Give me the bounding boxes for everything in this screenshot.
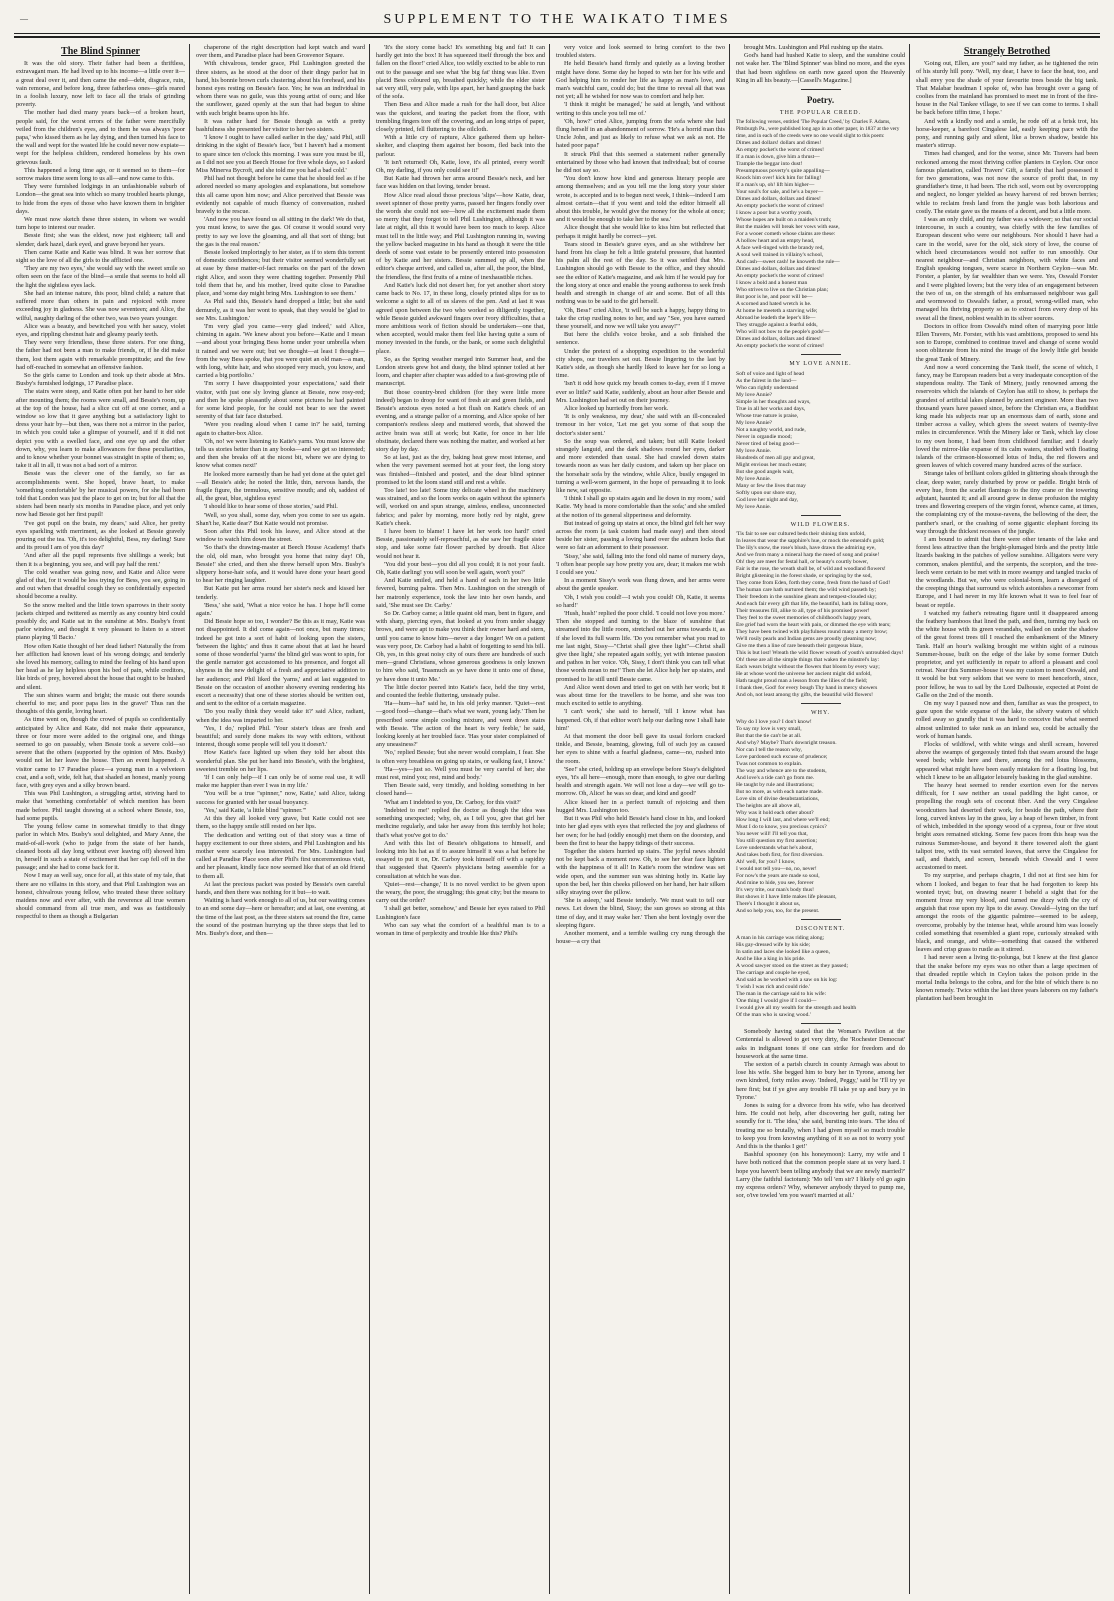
column-2 (196, 44, 365, 1594)
poem-title-my-love-annie: MY LOVE ANNIE. (789, 361, 852, 368)
paragraph: At last the precious packet was posted by Bessie's own careful hands, and then there was nothing for it but—to wait. (196, 880, 365, 896)
paragraph: Bashful spooney (on his honeymoon): Larry, my wife and I have both noticed that the common people stare at us very hard. I hope you haven't been telling anybody that we are newly married?' Larry (the faithful factotum): 'Mo tell 'em sir? I likely o'd go agin my express orders? Why, whenever anybody thryed to pump me, sor, o'ive towled 'em you wasn't married at all.' (736, 1151, 905, 1200)
column-6 (916, 44, 1098, 1594)
paragraph: Another moment, and a terrible wailing cry rung through the house—a cry that (556, 929, 725, 946)
poem-title-popular-creed: THE POPULAR CREED. (779, 110, 862, 117)
paragraph: 'It is only weakness, my dear,' she said with an ill-concealed tremour in her voice, 'Let me get you some of that soup the doctor's sister sent.' (556, 413, 725, 437)
paragraph: But it was Phil who held Bessie's hand close in his, and looked into her glad eyes with eyes that reflected the joy and gladness of her own; for he had (oddly enough) met them on the doorstep, and been the first to hear the happy tidings of their success. (556, 815, 725, 847)
paragraph: The stairs were steep, and Katie often put her hand to her side after mounting them; the rooms were small, and Bessie's room, up at the top of the house, had a slice cut off at one corner, and a window so low that it gave anything but a satisfactory light to dress your hair by—but then, was there not a mirror in the parlor, in which you could take a glimpse of yourself, and if it did not depict you with a swelled face, and one eye up and the other down, why, you learn to make allowances for these peculiarities, and to know whether your bonnet was straight in spite of them; so, take it all in all, it was not a bad sort of a mirror. (16, 388, 185, 470)
poem-line: They come from Eden, forth they come, fresh from the hand of God! (736, 579, 891, 586)
paragraph: 'I shall get better, somehow,' and Bessie her eyes raised to Phil Lushington's face (376, 905, 545, 921)
paragraph: 'And after all the pupil represents five shillings a week; but then it is a beginning, you see, and will pay half the rent.' (16, 552, 185, 568)
paragraph: So at last, just as the dry, baking heat grew most intense, and when the very pavement seemed hot at your feet, the long story was finished—finished and posted, and the dear blind spinner promised to let the loom stand still and rest a while. (376, 454, 545, 486)
poem-line: Softly upon our shore stay, (736, 489, 797, 496)
paragraph: Strange tales of brilliant colors gilded in glittering shoals through the clear, deep water, rarely disturbed by prow or paddle. Bright birds of every hue, from the scarlet flamingo to the tiny crane or the towering adjutant, haunted it; and all around grew in dense profusion the mighty trees and flowering creepers of the virgin forest, whence came, at times, the complaining cry of the mouse-ravens, the bellowing of the deer, the panther's snarl, or the crashing of some gigantic elephant forcing its way through the thickest recesses of the jungle. (916, 470, 1098, 535)
paragraph: 'It isn't returned! Oh, Katie, love, it's all printed, every word! Oh, my darling, if you only could see it!' (376, 158, 545, 175)
poem-line: 'One thing I would give if I could— (736, 998, 817, 1005)
poem-line: My love Annie? (736, 391, 773, 398)
paragraph: How Alice read aloud those precious 'slips'—how Katie, dear, sweet spinner of those pretty yarns, passed her fingers fondly over the words she could not see—how all the excitement made them so merry that they forgot to tell Phil Lushington, although it was late at night, all this it would have been too much to keep. Alice must tell in the little way; and Phil Lushington running in, waving the yellow backed magazine in his hand as though it were the title deeds of some vast estate to be presently entered into possession of by Katie and her sisters. Bessie summed up all, when the editor's cheque arrived, and called us, after all, the poor, the blind, the friendless, the first fruits of a mine of inexhaustible riches. (376, 191, 545, 281)
paragraph: To my surprise, and perhaps chagrin, I did not at first see him for whom I looked, and began to fear that he had forgotten to keep his wonted tryst; but, on drawing nearer I beheld a sight that for the moment froze my very blood, and turned me dizzy with the cry of anguish that rose upon my lips to die away. Oswald—lying on the turf amongst the roots of the gigantic palmtree—seemed to be asleep, overcome, probably by the intense heat, while around him was loosely coiled something that resembled a giant rope, curiously streaked with black, and orange, and white—something that caused the withered leaves and crisp grass to rustle as it stirred. (916, 872, 1098, 954)
poem-line: In satin and laces she looked like a queen, (736, 949, 830, 956)
paragraph: 'Isn't it odd how quick my breath comes to-day, even if I move ever so little?' said Katie, suddenly, about an hour after Bessie and Mrs. Lushington had set out on their journey. (556, 380, 725, 404)
paragraph: Doctors in office from Oswald's mind often of marrying poor little Ellen Travers, Mr. Forster, with his vast ambitions, proposed to send his son to Europe, combined to continue travel and change of scene would soon obliterate from his mind the image of the lowly little girl beside the great Tank of Minery. (916, 322, 1098, 363)
poem-line: You never will! I'll tell you that, (736, 831, 808, 838)
poem-line: Why was it hold each other about? (736, 810, 814, 817)
poem-line: Love pardoned such excuse of prudence; (736, 754, 828, 761)
poem-line: This is but lost! Wreath the wild flower wreath of youth's untroubled days! (736, 649, 904, 656)
poem-line: The carriage and couple he eyed, (736, 970, 810, 977)
paragraph: He held Bessie's hand firmly and quietly as a loving brother might have done. Some day he hoped to win her for his wife and God helping him to render her life as happy as man's love, and man's watchful care, could do; but the time to reveal all that was not yet; all he wished for now was to comfort and help her. (556, 60, 725, 101)
poem-line: Never in organdie mood; (736, 433, 792, 440)
paragraph: 'Were you reading aloud when I came in?' he said, turning again to chatter-box Alice. (196, 421, 365, 437)
section-rule (801, 89, 841, 90)
article-body (196, 44, 365, 938)
paragraph: 'Sissy,' she said, falling into the fond old name of nursery days, 'I often hear people say how pretty you are, dear; it makes me wish I could see you.' (556, 552, 725, 576)
poem-why (736, 719, 905, 915)
poem-line: Simple in her thoughts and ways, (736, 398, 811, 405)
poem-line: Why do I love you? I don't know! (736, 719, 812, 726)
column-5 (736, 44, 905, 1594)
poem-title-why: WHY. (810, 709, 831, 716)
poem-line: But the maiden will break her vows with ease, (736, 224, 840, 231)
poem-line: 'I wish I was rich and could ride.' (736, 984, 811, 991)
poem-line: For now's the years are made so soul, (736, 873, 820, 880)
paragraph: I watched my father's retreating figure until it disappeared among the feathery bamboos that lined the path, and then, turning my back on the white house with its green verandahs, walked on under the shadow of the great forest trees till I reached the embankment of the Minery Tank. Half an hour's walking brought me within sight of a ruinous Summer-house, built on the edge of the lake by some former Dutch proprietor, and yet sufficiently in repair to afford a pleasant and cool retreat. Near this Summer-house it was my custom to meet Oswald, and it would be but very seldom that we were to meet henceforth, since, poor fellow, he was to sail by the Lord Dalhousie, expected at Point de Galle on the 2nd of the month. (916, 609, 1098, 699)
paragraph: At that moment the door bell gave its usual forlorn cracked tinkle, and Bessie, beaming, glowing, full of such joy as caused her eyes to shine with a fearful gladness, came—no, rushed into the room. (556, 733, 725, 765)
article-body (556, 44, 725, 946)
paragraph: So the snow melted and the little town sparrows in their sooty jackets chirped and twittered as merrily as any country bird could possibly do; and Katie sat in the sunshine at Mrs. Busby's front parlor window, and thought it very pleasant to listen to a street piano playing 'Il Bacio.' (16, 601, 185, 642)
poem-line: If a man is down, give him a thrust— (736, 154, 820, 161)
paragraph: 'They are my two eyes,' she would say with the sweet smile so often seen on the face of the blind—a smile that seems to hold all the light the sightless eyes lack. (16, 265, 185, 289)
paragraph: So the soup was ordered, and taken; but still Katie looked strangely languid, and the dark shadows round her eyes, darker and more extended than usual. She had crawled down stairs towards noon as was her daily custom, and taken up her place on the horsehair sofa by the window, while Alice, busily engaged in turning a well-worn garment, in the hope of persuading it to look like new, sat opposite. (556, 437, 725, 494)
paragraph: 'I'm very glad you came—very glad indeed,' said Alice, chiming in again. 'We knew about you before—Katie and I mean—and about your bringing Bess home under your umbrella when it rained and we were out; but we thought—at least I thought—from the way Bess spoke, that you were quiet an old man—a man, with long, white hair, and who stooped very much, you know, and carried a big portfolio.' (196, 322, 365, 380)
paragraph: 'Hush, hush!' replied the poor child. 'I could not love you more.' Then she stopped and turning to the blaze of sunshine that streamed into the little room, stretched out her arms towards it, as if she loved its full warm life. 'Do you remember what you read to me last night, Sissy—"Christ shall give thee light"—Christ shall give thee light,' she repeated again softly, yet with intense passion and pathos in her voice. 'Oh, Sissy, I don't think you can tell what those words mean to me!' Then she let Alice help her up stairs, and promised to lie still until Bessie came. (556, 610, 725, 683)
paragraph: And with this list of Bessie's obligations to himself, and looking into his hat as if to assure himself it was a hat before he essayed to put it on, Dr. Carboy took himself off with a rapidity that suggested that Queen's physicians being assemble for a consultation at which he was due. (376, 839, 545, 880)
paragraph: 'Oh, no! we were listening to Katie's yarns. You must know she tells us stories better than in any books—and we get so interested; and then she breaks off at the nicest bit, where we are dying to know what comes next!' (196, 437, 365, 470)
paragraph: Too late! too late! Some tiny delicate wheel in the machinery was strained, and so the loom works on again without the spinner's will, worked on and spun strange, aimless, endless, unconnected fabrics; and paler by morning, more hotly red by night, grew Katie's cheek. (376, 486, 545, 527)
poem-line: Oh! they are meet for festal hall, or beauty's courtly bower, (736, 558, 869, 565)
paragraph: 'I think I shall go up stairs again and lie down in my room,' said Katie. 'My head is more comfortable than the sofa;' and she smiled at the notion of its general slipperiness and deformity. (556, 495, 725, 519)
poem-intro: The following verses, entitled 'The Popular Creed,' by Charles F. Adams, Pittsburgh Pa., were published long ago in an other paper, in 1837 at the very time, and in each of the creeds were no one would slight to this poem: (736, 119, 900, 140)
paragraph: Then Bess and Alice made a rush for the hall door, but Alice was the quickest, and tearing the packet from the floor, with trembling fingers tore off the covering, and an long strips of paper, closely printed, fell fluttering to the oilcloth. (376, 101, 545, 134)
poem-line: And we from many a mineral harp the meed of song and praise! (736, 551, 880, 558)
poem-line: Whose hopes are built on a maiden's truth; (736, 217, 832, 224)
poem-line: Hundreds of men all gay and great, (736, 454, 815, 461)
paragraph: Bessie looked imploringly to her sister, as if to stem this torrent of domestic confidences; but their visitor seemed wonderfully set at ease by these matter-of-fact remarks on the part of the down right Alice, and soon they were chatting together. Presently Phil told them that he, and his mother, lived quite close to Paradise place, and 'some day might bring Mrs. Lushington to see them.' (196, 249, 365, 298)
poem-line: Bright glistening in the forest shade, or springing by the sod, (736, 572, 872, 579)
paragraph: Alice kissed her in a perfect tumult of rejoicing and then hugged Mrs. Lushington too. (556, 798, 725, 814)
poem-line: Their freedom in the sunshine gleam and tempest-clouded sky; (736, 593, 877, 600)
paragraph: They were very friendless, these three sisters. For one thing, the father had not been a man to make friends, or, if he did make them, lost them again with remarkable promptitude; and the few had off-reached in somewhat an offensive fashion. (16, 339, 185, 371)
poem-line: But she good angels wait, (736, 468, 794, 475)
poem-line: As the fairest in the land— (736, 377, 797, 384)
paragraph: Waiting is hard work enough to all of us, but our waiting comes to an end some day—here or hereafter; and at last, one evening, at the time of the last post, as the three sisters sat round the fire, came the sound of the postman hurrying up the three steps that led to Mrs. Busby's door, and then— (196, 897, 365, 937)
poem-line: And he like a king in his pride. (736, 956, 806, 963)
poem-line: Dimes and dollars! dollars and dimes! (736, 140, 822, 147)
poem-line: And takes both first, for first diversion. (736, 852, 824, 859)
paragraph: It was rather hard for Bessie though as with a pretty bashfulness she presented her visitor to her two sisters. (196, 117, 365, 134)
poem-line: I would not tell you—no, no, never! (736, 866, 817, 873)
poem-line: Nor can I tell the reason why, (736, 747, 802, 754)
column-1 (16, 44, 185, 1594)
poem-line: But that the tie can't be at all. (736, 733, 802, 740)
paragraph: In a moment Sissy's work was flung down, and her arms were about the gentle speaker. (556, 577, 725, 593)
poem-line: Who can rightly understand (736, 384, 799, 391)
paragraph: Then Bessie said, very timidly, and holding something in her closed hand— (376, 782, 545, 798)
poem-line: True in all her works and days, (736, 405, 806, 412)
poem-line: But no more, as with each name made. (736, 789, 823, 796)
paragraph: He looked more earnestly than he had yet done at the quiet girl—all Bessie's aide; he noted the little, thin, nervous hands, the fragile figure, the tremulous, sensitive mouth; and oh, saddest of all, the great, blue, sightless eyes! (196, 470, 365, 503)
paragraph: Then came Katie and Katie was blind. It was her sorrow that sight so the love of all the girls to the afflicted one. (16, 248, 185, 265)
poem-title-discontent: DISCONTENT. (795, 926, 846, 933)
paragraph: But Katie had thrown her arms around Bessie's neck, and her face was hidden on that loving, tender breast. (376, 175, 545, 191)
poem-line: Ere grief had worn the heart with pain, or dimmed the eye with tears; (736, 621, 891, 628)
poem-line: An empty pocket's the worst of crimes! (736, 147, 825, 154)
poem-line: A scorned and hated wretch is he. (736, 301, 812, 308)
poem-line: They have been twined with playfulness round many a merry brow; (736, 628, 888, 635)
paragraph: Bessie was the clever one of the family, so far as accomplishments went. She hoped, brave heart, to make 'something comfortable' by her musical powers, for she had been told that London was just the place to get on in; but for all that the sisters had been nearly six months in Paradise place, and yet only now had Bessie got her first pupil! (16, 470, 185, 519)
poem-line: Dimes and dollars, dollars and dimes! (736, 196, 821, 203)
paragraph: Times had changed, and for the worse, since Mr. Travers had been reckoned among the most thriving coffee planters in Ceylon. Our once famous plantation, called Travers' Gift, a family that had possessed it for two generations, was not now the source of profit that, in my grandfather's time, it had been. The rich soil, worn out by overcropping and neglect, no longer yielded as heavy harvest of red brown berries; while to reclaim fresh land from the jungle was both laborious and costly. The estate gave us the means of a decent, and but a little more. (916, 150, 1098, 215)
paragraph: Jones is suing for a divorce from his wife, who has deceived him. He could not help, after discovering her guilt, rating her soundly for it. 'The idea,' she said, bursting into tears. 'The idea of treating me so brutally, when I had given myself so much trouble to keep you from knowing anything of it so as not to worry you! And this is the thanks I get!' (736, 1102, 905, 1151)
paragraph: 'Yes,' said Katie, 'a little blind "spinner."' (204, 806, 307, 814)
poem-line: An empty pocket's the worst of crimes! (736, 273, 825, 280)
poem-line: And said as he worked with a saw on his log: (736, 977, 838, 984)
poem-line: A face well-tinged with the brandy red, (736, 245, 824, 252)
paragraph: 'Yes, I do,' replied Phil. 'Your sister's ideas are fresh and beautiful; and surely done makes its way with editors, without interest, though some people will tell you it doesn't.' (196, 724, 365, 749)
poem-line: The man in the carriage said to his wife: (736, 991, 827, 998)
poem-line: At home he meeteth a starving wife; (736, 308, 818, 315)
paragraph: 'Bess,' she said, 'What a nice voice he has. I hope he'll come again.' (196, 601, 365, 618)
poem-line: Presumptuous poverty's quite appalling— (736, 168, 830, 175)
paragraph: The cold weather was going now, and Katie and Alice were glad of that, for it would be less trying for Bess, you see, going in and out when that dreadful cough they so confidentially expected should become a reality. (16, 568, 185, 601)
paragraph: 'Indebted to me!' replied the doctor as though the idea was something unexpected; 'why, oh, as I tell you, give that girl her medicine regularly, and take her away from this terribly hot hole; that's what you've got to do.' (376, 806, 545, 839)
poem-line: His gay-dressed wife by his side; (736, 942, 811, 949)
paragraph: chaperone of the right description had kept watch and ward over them, and Paradise place had been Grosvenor Square. (196, 44, 365, 60)
poem-line: Never tired of being good— (736, 440, 800, 447)
poem-line: Hath taught proud man a lesson from the lilies of the field; (736, 677, 868, 684)
poetry-title: Poetry. (806, 95, 835, 106)
poem-line: A wood sawyer stood on the street as they passed; (736, 963, 849, 970)
paragraph: 'Well, so you shall, some day, when you come to see us again. Shan't he, Katie dear?' But Katie would not promise. (196, 511, 365, 527)
poem-line: A man in his carriage was riding along; (736, 935, 825, 942)
section-rule (801, 354, 841, 355)
poem-line: Oh! these are all the simple things that waken the minstrel's lay: (736, 656, 880, 663)
paragraph: She had an intense nature, this poor, blind child; a nature that suffered more than others in pain and rejoiced with more exceeding joy in gladness. She was now seventeen; and Alice, the wilful, naughty darling of the other two, was two years younger. (16, 289, 185, 322)
paragraph: Did Bessie hope so too, I wonder? Be this as it may, Katie was not disappointed. It did come again—not once, but many times; indeed he got into a sort of habit of looking upon the sisters, 'between the lights;' and thus it came about that at last he heard some of those wonderful 'yarns' the blind girl was wont to spin, for the gentle narrator got accustomed to his presence, and forgot all shyness in the new delight of a fresh and appreciative addition to her audience; and Phil liked the 'yarns,' and at last suggested to Bessie on the occasion of another showery evening rendering his escort a necessity) that one of these stories should be written out, and sent to the editor of a certain magazine. (196, 618, 365, 708)
paragraph: 'And now you have found us all sitting in the dark! We do that, you must know, to save the gas. Of course it would sound very pretty to say we love the gloaming, and all that sort of thing; but the gas is the real reason.' (196, 216, 365, 248)
paragraph: How Katie's face lighted up when they told her about this wonderful plan. She put her hand into Bessie's, with the brightest, sweetest tremble on her lips. (196, 749, 365, 773)
poem-line: Love understands what he's about, (736, 845, 813, 852)
poem-line: Knock him over! kick him for falling! (736, 175, 822, 182)
paragraph: Alice was a beauty, and bewitched you with her saucy, violet eyes, and rippling chestnut hair and gleamy pearly teeth. (16, 322, 185, 338)
poem-line: If a man's up, oh! lift him higher— (736, 182, 815, 189)
paragraph: 'So that's the drawing-master at Beech House Academy! that's the old, old man, who brought you home that rainy day! Oh, Bessie!' she cried, and then she threw herself upon Mrs. Busby's slippery horse-hair sofa, and it would have done your heart good to hear her ringing laughter. (196, 544, 365, 585)
paragraph: 'Oh, how?' cried Alice, jumping from the sofa where she had flung herself in an abandonment of sorrow. 'He's a horrid man this Uncle John, and just as likely to refuse what we ask as not. He hated poor papa!' (556, 117, 725, 150)
poem-line: I would give all my wealth for the strength and health (736, 1005, 857, 1012)
poem-line: A hollow heart and an empty head, (736, 238, 815, 245)
poem-line: But shows it I have little makes life pleasant, (736, 894, 837, 901)
paragraph: 'I can't work,' she said to herself, 'till I know what has happened. Oh, if that editor won't help our darling now I shall hate him!' (556, 708, 725, 732)
poem-line: He at whose word the universe her ancient might did unfold, (736, 670, 872, 677)
masthead-left-mark: — (20, 14, 28, 23)
column-3 (376, 44, 545, 1594)
headline-blind-spinner: The Blind Spinner (61, 46, 140, 57)
paragraph: I have been to blame! I have let her work too hard!' cried Bessie, passionately self-reproachful, as she saw her fragile sister stop, and take some fair flower parched by drouth. But Alice would not hear it. (376, 527, 545, 560)
poem-line: There's I thought it about us, (736, 901, 801, 908)
paragraph: They were furnished lodgings in an unfashionable suburb of London—the great sea into which so many troubled hearts plunge, to hide from the eyes of those who have known them in brighter days. (16, 183, 185, 215)
paragraph: It struck Phil that this seemed a statement rather generally entertained by those who had known that individual; but of course he did not say so. (556, 150, 725, 175)
paragraph: Somebody having stated that the Woman's Pavilion at the Centennial is allowed to get very dirty, the 'Rochester Democrat' asks in indignant tones if one can strike for freedom and do housework at the same time. (736, 1028, 905, 1060)
headline-strangely-betrothed: Strangely Betrothed (963, 46, 1051, 57)
paragraph: Now I may as well say, once for all, at this state of my tale, that there are no villains in this story, and that Phil Lushington was an honest, chivalrous young fellow, who treated these three solitary maidens now and ever after, with the reverence all true women should command from all true men, and was as fastidiously respectful to them as though a Bulgarian (16, 872, 185, 921)
article-body (376, 44, 545, 938)
poem-popular-creed (736, 140, 905, 350)
paragraph: Tears stood in Bessie's grave eyes, and as she withdrew her hand from his clasp he felt a little grateful pressure, that haunted his palm all the rest of the day. So it was settled that Mrs. Lushington should go with Bessie to the office, and they should see the editor of Katie's magazine, and ask him if he would pay for the long story at once and enable the young authoress to seek fresh health and strength in change of air and scene. But of all this nothing was to be said to the girl herself. (556, 240, 725, 306)
poem-line: For a wooer cometh whose claims are these: (736, 231, 836, 238)
paragraph: 'I've got pupil on the brain, my dears,' said Alice, her pretty eyes sparkling with merriment, as she looked at Bessie gravely pouring out the tea. 'Oh, it's too delightful, Bess, my darling! Sure and its proud I am of you this day!' (16, 519, 185, 552)
poem-line: Trample the beggar into dust! (736, 161, 803, 168)
poem-line: But poor is he, and poor will be— (736, 294, 813, 301)
poem-line: And cash—sweet cash! he knoweth the rule— (736, 259, 840, 266)
header-rule (14, 33, 1100, 34)
poem-line: And love's a tide can't go from me. (736, 775, 815, 782)
poem-line: Dimes and dollars, dollars and dimes! (736, 266, 821, 273)
paragraph: brought Mrs. Lushington and Phil rushing up the stairs. (744, 44, 884, 51)
paragraph: 'I'm sorry I have disappointed your expectations,' said their visitor, with just one sly loving glance at Bessie, now rosy-red; and then he spoke pleasantly about some pictures he had painted for some kind people, for he could not bear to see the sweet serenity of that fair face disturbed. (196, 380, 365, 421)
poem-line: You still question my first assertion; (736, 838, 818, 845)
poem-line: And each fair every gift that life, the beautiful, hath its falling store, (736, 600, 888, 607)
poem-line: My love Annie. (736, 475, 771, 482)
poem-line: And oh, not least among thy gifts, the beautiful wild flowers! (736, 691, 874, 698)
poem-line: I know a poor but a worthy youth, (736, 210, 813, 217)
poem-line: Twas not common to explain. (736, 761, 803, 768)
poem-line: An empty pocket's the worst of crimes! (736, 203, 825, 210)
paragraph: 'You will be a true "spinner," now, Katie,' said Alice, taking success for granted with her usual buoyancy. (196, 790, 365, 806)
paragraph: 'Do you really think they would take it?' said Alice, radiant, when the idea was imparted to her. (196, 708, 365, 724)
poem-line: The way and whence are to the students, (736, 768, 827, 775)
section-rule (801, 515, 841, 516)
paragraph: 'She is asleep,' said Bessie tenderly. 'We must wait to tell our news. Let down the blind, Sissy; the sun grows so strong at this time of day, and it may wake her.' Then she bent lovingly over the sleeping figure. (556, 897, 725, 929)
paragraph: The little doctor peered into Katie's face, held the tiny wrist, and counted the feeble fluttering, unsteady pulse. (376, 683, 545, 700)
paragraph: I had never seen a living tic-polunga, but I knew at the first glance that the snake before my eyes was no other than a large specimen of that dreaded reptile which in Ceylon takes the poison pride in the mortal India belongs to the cobra, and for the bite of which there is no known remedy. Twice within the last three years laborers on my father's plantation had been brought in (916, 954, 1098, 1003)
paragraph: This happened a long time ago, or it seemed so to them—for sorrow makes time seem long to us all—and now came to this. (16, 166, 185, 183)
paragraph: 'You did your best—you did all you could; it is not your fault. Oh, Katie darling! you will soon be well again, won't you?' (376, 560, 545, 576)
poem-line: Many or few the lives that may (736, 482, 806, 489)
paragraph: I am bound to admit that there were other tenants of the lake and forest less attractive than the bright-plumaged birds and the pretty little lizards basking in the patches of yellow sunshine. Alligators were very common, snakes plentiful, and the serpents, the scorpion, and the tree-leech were certain to be met with in more swampy and tangled tracks of the woodlands. But we, who were colonial-born, learn a disregard of the creeping things that surround us which astonishes a newcomer from Europe, and I had never in my life known what it was to feel fear of beast or reptile. (916, 535, 1098, 609)
poem-line: And so help you, too, for the present. (736, 908, 820, 915)
paragraph: Bessie first; she was the eldest, now just eighteen; tall and slender, dark hazel, dark eyed, and grave beyond her years. (16, 232, 185, 248)
paragraph: How often Katie thought of her dead father! Naturally the from her affliction had known least of his wrong doings; and tenderly she loved his memory, calling to mind the feeling of his hand upon her head as he lay helpless upon his bed of pain, while creditors, like birds of prey, hovered about the house that ought to be hushed and silent. (16, 642, 185, 691)
paragraph: 'No,' replied Bessie; 'but she never would complain, I fear. She is often very breathless on going up stairs, or walking fast, I know.' (376, 749, 545, 765)
poem-line: Give me then a line of rare beneath their gorgeous blaze, (736, 642, 863, 649)
poem-line: A soul well trained in villainy's school, (736, 252, 824, 259)
paragraph: 'Ha—hum—ha!' said he, in his old jerky manner. 'Quiet—rest—good food—change—that's what we want, young lady.' Then he prescribed some simple cooling mixture, and went down stairs with Bessie. 'The action of the heart is very feeble,' he said, looking keenly at her troubled face. 'Has your sister complained of any uneasiness?' (376, 700, 545, 749)
article-body (736, 44, 905, 85)
paragraph: At this they all looked very grave, but Katie could not see them, so the happy smile still rested on her lips. (196, 815, 365, 831)
poem-line: My love Annie. (736, 447, 771, 454)
paragraph: 'Oh, I wish you could!—I wish you could! Oh, Katie, it seems so hard!' (556, 593, 725, 609)
paragraph: We must now sketch these three sisters, in whom we would turn hope to interest our reader. (16, 216, 185, 232)
poem-line: We'll rosily pearls and Indian gems are proudly gleaming now; (736, 635, 877, 642)
paragraph: The sun shines warm and bright; the music out there sounds cheerful to me; and poor papa lies in the grave!' Thus ran the thoughts of this gentle, loving heart. (16, 691, 185, 716)
paragraph: Together the sisters hurried up stairs. The joyful news should not be kept back a moment now. Oh, to see her dear face lighten with the happiness of it all! In Katie's room the window was set wide open, and the summer sun was shining hotly in. Katie lay upon the bed, her thin cheeks pillowed on her hand, her hair silken silky straying over the pillow. (556, 847, 725, 896)
poem-line: Might envious her much estate; (736, 461, 807, 468)
poem-line: Their treasures fill, alike to all, type of his promised power! (736, 607, 870, 614)
paragraph: The heavy heat seemed to render exertion even for the nerves difficult, for I saw neither an usual paddling the light canoe, or propelling the rough sets of coconut fiber. And the very Cingalese woodcutters had deserted their work, for beside the path, where their long, curved knives lay in the grass, lay a heap of hewn timber, in front of which, imbedded in the spongy wood of a cypress, four or five stout bright axes remained sticking. Some few paces from this heap was the ruinous Summer-house, and beyond it there towered aloft the giant talipot tree, with its vast serrated leaves, that serve the Cingalese for sail, and thatch, and screen, beneath which Oswald and I were accustomed to meet. (916, 782, 1098, 872)
poem-line: How long I will last, and where we'll end; (736, 817, 830, 824)
poem-line: And mine to hide, you see, forever (736, 880, 814, 887)
poem-line: Soft of voice and light of head (736, 370, 805, 377)
paragraph: 'Going out, Ellen, are you?' said my father, as he tightened the rein of his sturdy hill pony. 'Well, my dear, I have to face the heat, too, and shall envy you the shade of your favourite trees beside the big tank. That Malabar headman I spoke of, who has brought over a gang of coolies from the mainland has promised to meet me in front of the fire-house in the Nal Tankee village, to see if we can come to terms. I shall be back before tiffin time, I hope.' (916, 60, 1098, 117)
poem-line: The heights are all above all, (736, 803, 801, 810)
paragraph: The young fellow came in somewhat timidly to that dingy parlor in which Mrs. Busby's soul delighted, and Mary Anne, the maid-of-all-work (who to judge from the state of her hands, cleaned boots all day long without ever leaving off) showed him in, herself in such a state of excitement that her cap fell off in the passage; and she had to come back for it. (16, 823, 185, 872)
paragraph: And Katie smiled, and held a hand of each in her two little fevered, burning palms. Then Mrs. Lushington on the strength of her matronly experience, took the law into her own hands, and said, 'She must see Dr. Carby.' (376, 577, 545, 609)
poem-line: In leaves that wear the sapphire's hue, or mock the emerald's gold; (736, 537, 885, 544)
paragraph: So, as the Spring weather merged into Summer heat, and the London streets grew hot and dusty, the blind spinner toiled at her loom, and chapter after chapter was added to a fast-growing pile of manuscript. (376, 355, 545, 388)
poem-line: He taught by rule and illustrations; (736, 782, 814, 789)
paragraph: Who can say what the comfort of a healthful man is to a woman in time of perplexity and trouble like this? Phil's (376, 921, 545, 937)
poem-line: Each wears bright without the flowers that bloom by every way; (736, 663, 880, 670)
poem-line: My love Annie? (736, 419, 773, 426)
paragraph: And Katie's luck did not desert her, for yet another short story came back to No. 17, in these long, closely printed slips for us to welcome a sight to all of us slaves of the pen. And at last it was agreed upon between the two who worked so diligently together, while Bessie guided awkward fingers over ivory difficulties, that a more ambitious work of fiction should be undertaken—one that, when accepted, would make them feel like having quite a sum of money invested in the funds, or the bank, or some such delightful place. (376, 281, 545, 355)
paragraph: And Alice went down and tried to get on with her work; but it was about time for the travellers to be home, and she was too much excited to settle to anything. (556, 683, 725, 708)
poem-my-love-annie (736, 371, 905, 511)
poem-line: Who strives to live on the Christian plan; (736, 287, 829, 294)
section-rule (801, 919, 841, 920)
poem-line: Fair is the rose, the wreath shall be, of wild and woodland flowers! (736, 565, 886, 572)
poem-line: Not a naughty world, and rude, (736, 426, 806, 433)
paragraph: With a little cry of rapture, Alice gathered them up helter-skelter, and clasping them against her bosom, fled back into the parlour. (376, 134, 545, 158)
poem-line: God love her night and day, (736, 496, 799, 503)
paragraph: The mother had died many years back—of a broken heart, people said, for the worst errors of the father were mercifully veiled from the children's eyes, and to them he was always 'poor papa,' who kissed them as he lay dying, and then turned his face to the wall and wept for the wasted life he could never now expiate—wept for the helpless children, rendered homeless by his own grievous fault. (16, 109, 185, 166)
newspaper-columns (14, 44, 1100, 1594)
paragraph: The sexton of a parish church in county Armagh was about to lose his wife. She begged him to bury her in Tyrone, among her own kindred, forty miles away. 'Indeed, Peggy,' said he 'I'll try ye here first; but if ye give any trouble I'll take ye up and bury ye in Tyrone.' (736, 1061, 905, 1101)
poem-wild-flowers (736, 531, 905, 699)
column-4 (556, 44, 725, 1594)
article-body (916, 60, 1098, 1003)
paragraph: 'Quiet—rest—change,' It is no novel verdict to be given upon the weary, the poor, the struggling; this great city; but the means to carry out the order? (376, 880, 545, 905)
poem-line: My love Annie. (736, 503, 771, 510)
running-head: SUPPLEMENT TO THE WAIKATO TIMES (383, 12, 731, 27)
paragraph: As time went on, though the crowd of pupils so confidentially anticipated by Alice and Kate, did not make their appearance, three or four more were added to the original one, and things seemed to go on passably, when Bessie took a severe cold—so severe that the others (supported by the opinion of Mrs. Busby) would not let her leave the house. Then an event happened. A visitor came to 17 Paradise place—a young man in a velveteen coat, and a soft, wide, felt hat, that shaded an honest, manly young face, with grey eyes and a silky brown beard. (16, 716, 185, 790)
poem-title-wild-flowers: WILD FLOWERS. (790, 521, 851, 528)
paragraph: God's hand had hushed Katie to sleep, and the sunshine could not wake her. The 'Blind Spinner' was blind no more, and the eyes that had been sightless on earth now gazed upon the Heavenly King in all his beauty.—[Cassell's Magazine.] (736, 52, 905, 84)
paragraph: I was an only child, and my father was a widower; so that our social intercourse, in such a country, was chiefly with the few families of European descent who were our neighbours. Nor should I have had a care in the world, save for the old, sick story of love, the course of which heed circumstances would not suffer to run smoothly. Our nearest neighbour—and Christian neighbors, with white faces and English speaking tongues, were scarce in Northern Ceylon—was Mr. Forster, a planter, by far wealthier than we were. Yes, Oswald Forster and I were plighted lovers; but the very idea of an engagement between the two of us, on the strength of his embarrassed neighbour was gall and wormwood to Oswald's father, a proud, wrong-willed man, who managed his thriving property so as to extract from every drop of his sweat all the finest, noblest wealth in its silver sources. (916, 216, 1098, 322)
paragraph: As Phil said this, Bessie's hand dropped a little; but she said demurely, as it was her wont to speak, that they would be 'glad to see Mrs. Lushington.' (196, 298, 365, 322)
section-rule (801, 703, 841, 704)
paragraph: Phil had not thought before he came that he should feel as if he adored needed so many apologies and explanations, but somehow this all came upon him now; and Alice perceived that Bessie was evidently not capable of much fluency of conversation, rushed bravely to the rescue. (196, 175, 365, 216)
paragraph: Soon after this Phil took his leave, and Alice stood at the window to watch him down the street. (196, 527, 365, 544)
paragraph: Alice looked up hurriedly from her work. (564, 404, 669, 412)
article-body (16, 60, 185, 921)
poem-line: Abroad he leadeth the leper's life— (736, 315, 816, 322)
paragraph: And now a word concerning the Tank itself, the scene of which, I fancy, may be European readers but a very inadequate conception of the stupendous reality. The Tank of Minery, justly renowned among the reservoirs which the islands of Ceylon has still to show, is perhaps the grandest of artificial lakes planned by ancient engineer. More than two thousand years have passed since, before the Christian era, a Buddhist king made his subjects rear up an enormous dam of earth, stone and timber across a valley, which gives the sweet waters of twenty-five miles in circumference. With the Minery lake or Tank, which lay close to my own home, I had been from childhood familiar; and I dearly loved the mirror-like expanse of its calm waters, studded with floating islands of the crimson-blossomed lotus of India, the red flowers and green leaves of which covered many hundred acres of the surface. (916, 363, 1098, 470)
paragraph: The dedication and writing out of that story was a time of happy excitement to our three sisters, and Phil Lushington and his mother were scarcely less interested. For Mrs. Lushington had called at Paradise Place soon after Phil's first unceremonious visit, and her pleasant, kindly face now seemed like that of an old friend to them all. (196, 831, 365, 880)
paragraph: 'I should like to hear some of those stories,' said Phil. (204, 503, 338, 511)
paragraph: So the girls came to London and took up their abode at Mrs. Busby's furnished lodgings, 17 Paradise place. (16, 371, 185, 388)
paragraph: With chivalrous, tender grace, Phil Lushington greeted the three sisters, as he stood at the door of their dingy parlor hat in hand, his bonnie brown curls clustering about his forehead, and his honest eyes resting on Bessie's face. Yes; he was an individual in whom there was no guile, was this young artist of ours; and like the sunflower, gazed openly at the sun that had begun to shine with such bright beams upon his life. (196, 60, 365, 117)
miscellany-paragraphs (736, 1028, 905, 1200)
paragraph: 'If I can only help—if I can only be of some real use, it will make me happier than ever I was in my life.' (196, 774, 365, 790)
poem-line: It's very trite, our man's body thus! (736, 887, 814, 894)
poem-line: Must I do to know, you precious cynics? (736, 824, 827, 831)
poem-line: The lily's snow, the rose's blush, have drawn the admiring eye, (736, 544, 876, 551)
paragraph: 'I know I ought to have called earlier in the day,' said Phil, still drinking in the sight of Bessie's face, 'but I haven't had a moment to spare since ten o'clock this morning. I was sure you must be ill, as I did not see you at Beech House for five whole days, so I asked Miss Minerva Bycroft, and she told me you had a bad cold.' (196, 134, 365, 175)
poem-discontent (736, 935, 905, 1019)
poem-line: I know a bold and a honest man (736, 280, 808, 287)
paragraph: This was Phil Lushington, a struggling artist, striving hard to make that 'something comfortable' of which mention has been made before. Phil taught drawing at a school where Bessie, too, had some pupils. (16, 790, 185, 822)
paragraph: And with a kindly nod and a smile, he rode off at a brisk trot, his horse-keeper, a barefoot Cingalese lad, easily keeping pace with the pony, and running gaily and silent, like a brown shadow, beside his master's stirrup. (916, 117, 1098, 150)
section-rule (801, 1023, 841, 1024)
poem-line: Your soul's for sale, and he's a buyer— (736, 189, 824, 196)
poem-line: The human care hath nurtured them; the wild wind passeth by; (736, 586, 877, 593)
paragraph: 'You don't know how kind and generous literary people are among themselves; and as you tell me the long story your sister wrote, is accepted and is to begun next week, I think—indeed I am almost certain—that if you went and told the editor himself all about this trouble, he would give the money for the whole at once; and it would be enough to take her to the sea.' (556, 175, 725, 224)
poem-line: 'Tis fair to see our cultured beds their shining tints unfold, (736, 530, 866, 537)
poem-line: Of the man who is sawing wood.' (736, 1012, 811, 1019)
paragraph: But Katie put her arms round her sister's neck and kissed her tenderly. (196, 585, 365, 601)
poem-line: They feel to the sweet memories of childhood's happy years, (736, 614, 872, 621)
poem-line: I thank thee, God! for every bough Thy hand in mercy showers (736, 684, 878, 691)
paragraph: 'It's the story come back! It's something big and fat! It can hardly get into the box! It has squeezed itself through the box and fallen on the floor!' cried Alice, too wildly excited to be able to run out to the passage and see what 'the big fat' thing was like. Even placid Bess coloured up, breathed quickly; while the elder sister sat very still, very pale, with lips apart, her hand grasping the back of the sofa. (376, 44, 545, 101)
poem-line: Who will not bow to the people's gods!— (736, 329, 830, 336)
paragraph: 'What am I indebted to you, Dr. Carboy, for this visit?' (384, 798, 521, 806)
paragraph: So Dr. Carboy came; a little quaint old man, bent in figure, and with sharp, piercing eyes, that looked at you from under shaggy brows, and were apt to make you think their owner hard and stern, until you came to know him—never a day longer! We on a patient was very poor, Dr. Carboy had a habit of forgetting to send his bill. Oh, yes, in this great noisy city of ours there are hundreds of such men—grand Christians, whose generous goodness is only known to him who said, 'Inasmuch as ye have done it unto one of these, ye have done it unto Me.' (376, 610, 545, 683)
poem-line: And why? Maybe? That's downright treason. (736, 740, 837, 747)
paragraph: 'Ha—yes—just so. Well you must be very careful of her; she must rest, mind you; rest, mind and body.' (376, 765, 545, 782)
poem-line: An empty pocket's the worst of crimes! (736, 343, 825, 350)
paragraph: 'I think it might be managed,' he said at length, 'and without writing to this uncle you tell me of.' (556, 101, 725, 117)
header-rule-thick (14, 36, 1100, 38)
poem-line: Love sits of divine desubstantiations, (736, 796, 820, 803)
paragraph: But here the child's voice broke, and a sob finished the sentence. (556, 331, 725, 347)
poem-line: Whose true nature is praise, (736, 412, 799, 419)
paragraph: 'Oh, Bess!' cried Alice, 'it will be such a happy, happy thing to take the crisp rustling notes to her, and say "See, you have earned these yourself, and now we will take you away!"' (556, 306, 725, 330)
paragraph: On my way I paused now and then, familiar as was the prospect, to gaze upon the wide expanse of the lake, the silvery waters of which rolled away so grandly that it was hard to conceive that what seemed almost unlimited to take rank as an inland sea, could be actually the work of human hands. (916, 700, 1098, 740)
paragraph: very voice and look seemed to bring comfort to the two troubled sisters. (556, 44, 725, 60)
poem-line: To say my love is very small, (736, 726, 802, 733)
paragraph: But those country-bred children (for they were little more indeed) began to droop for want of fresh air and green fields, and Bessie's anxious eyes noted a hot flush on Katie's cheek of an evening, and a strange pallor of a morning, and Alice spoke of her companion's restless sleep and muttered words, that showed the active brain was still at work; but Katie, for once in her life obstinate, declared there was nothing the matter, and worked at her story day by day. (376, 388, 545, 453)
poem-line: They struggle against a fearful odds, (736, 322, 818, 329)
poem-line: Ah! well, for you? I know, (736, 859, 796, 866)
paragraph: Under the pretext of a shopping expedition to the wonderful city shops, our travelers set out. Bessie lingering to the last by Katie's side, as though she hardly liked to leave her for so long a time. (556, 347, 725, 380)
paragraph: It was the old story. Their father had been a thriftless, extravagant man. He had lived up to his income—a little over it—a great deal over it, and then came the end—debt, disgrace, ruin, vain remorse, and before long, three fatherless ones—girls reared in a foolish luxury, now left to face all the trials of grinding poverty. (16, 60, 185, 109)
paragraph: But instead of going up stairs at once, the blind girl felt her way across the room (a task custom had made easy) and then stood beside her sister, passing a loving hand over the auburn locks that were so fair an adornment to their possessor. (556, 519, 725, 552)
paragraph: Alice thought that she would like to kiss him but reflected that perhaps it might hardly be correct—yet. (556, 224, 725, 240)
poem-line: Dimes and dollars, dollars and dimes! (736, 336, 821, 343)
paragraph: 'See!' she cried, holding up an envelope before Sissy's delighted eyes, 'it's all here—enough, more than enough, to give our darling health and strength again. We will not lose a day—we will go to-morrow. Oh, Alice! he was so dear, and kind and good!' (556, 765, 725, 798)
paragraph: Flocks of wildfowl, with white wings and shrill scream, hovered above the swamps of gorgeously tinted fish that swam around the huge weed beds; while here and there, among the red lotus blossoms, appeared what might have been easily mistaken for a floating log, but which I knew to be an alligator leisurely basking in the glad sunshine. (916, 741, 1098, 781)
